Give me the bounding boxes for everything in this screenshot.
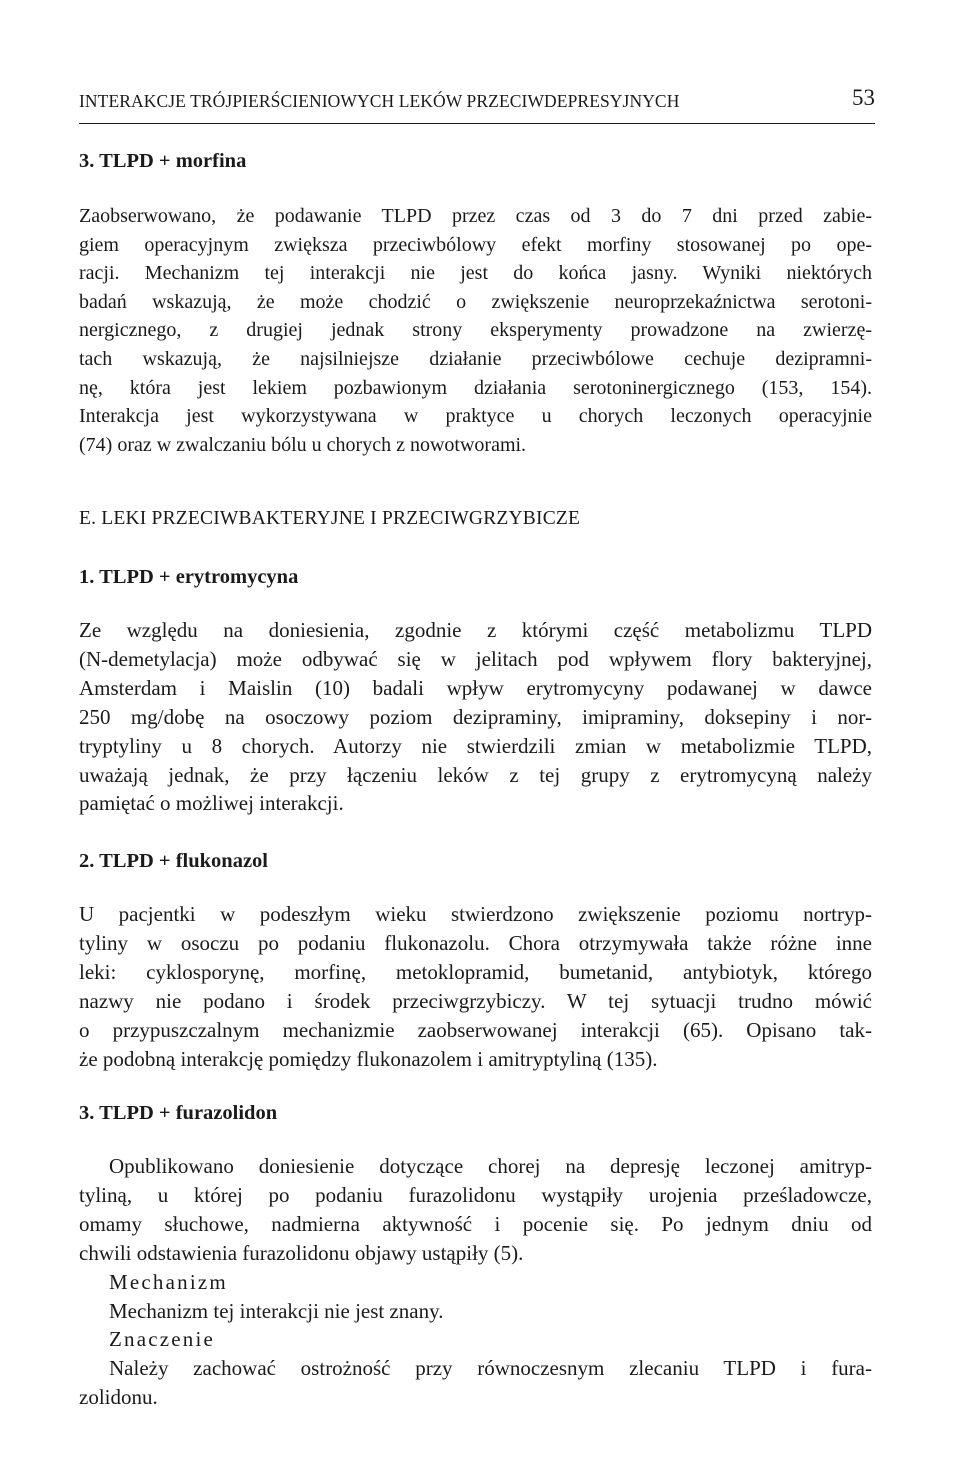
mechanism-text: Mechanizm tej interakcji nie jest znany.: [109, 1298, 444, 1323]
text-line: leki: cyklosporynę, morfinę, metoklopramid, bumetanid, antybiotyk, którego: [79, 959, 872, 984]
paragraph-morfina: [79, 202, 872, 459]
text-line: 250 mg/dobę na osoczowy poziom dezipraminy, imipraminy, doksepiny i nor-: [79, 704, 872, 729]
section-heading-flukonazol: 2. TLPD + flukonazol: [79, 850, 269, 872]
significance-label: Znaczenie: [109, 1327, 216, 1352]
text-line: giem operacyjnym zwiększa przeciwbólowy efekt morfiny stosowanej po ope-: [79, 233, 872, 256]
running-head: [79, 85, 875, 124]
section-heading-morfina: 3. TLPD + morfina: [79, 150, 247, 172]
text-line: Amsterdam i Maislin (10) badali wpływ erytromycyny podawanej w dawce: [79, 675, 872, 700]
text-line: że podobną interakcję pomiędzy flukonazolem i amitryptyliną (135).: [79, 1046, 658, 1071]
text-line: Opublikowano doniesienie dotyczące chorej na depresję leczonej amitryp-: [109, 1154, 872, 1178]
significance-text: Należy zachować ostrożność przy równoczesnym zlecaniu TLPD i fura-: [109, 1356, 872, 1381]
paragraph-erytromycyna: [79, 616, 872, 818]
text-line: tach wskazują, że najsilniejsze działanie przeciwbólowe cechuje dezipramni-: [79, 347, 872, 370]
text-line: badań wskazują, że może chodzić o zwiększenie neuroprzekaźnictwa serotoni-: [79, 290, 872, 313]
text-line: pamiętać o możliwej interakcji.: [79, 791, 344, 816]
text-line: omamy słuchowe, nadmierna aktywność i pocenie się. Po jednym dniu od: [79, 1211, 872, 1236]
text-line: uważają jednak, że przy łączeniu leków z tej grupy z erytromycyną należy: [79, 762, 872, 787]
text-line: tyliną, u której po podaniu furazolidonu wystąpiły urojenia prześladowcze,: [79, 1182, 872, 1207]
text-line: tyliny w osoczu po podaniu flukonazolu. Chora otrzymywała także różne inne: [79, 930, 872, 955]
mechanism-label: Mechanizm: [109, 1269, 228, 1294]
paragraph-furazolidon: [79, 1152, 872, 1412]
paragraph-flukonazol: [79, 900, 872, 1073]
text-line: chwili odstawienia furazolidonu objawy ustąpiły (5).: [79, 1240, 524, 1265]
text-line: nazwy nie podano i środek przeciwgrzybiczy. W tej sytuacji trudno mówić: [79, 988, 872, 1013]
text-line: Ze względu na doniesienia, zgodnie z którymi część metabolizmu TLPD: [79, 618, 872, 642]
text-line: (74) oraz w zwalczaniu bólu u chorych z nowotworami.: [79, 433, 527, 456]
text-line: Interakcja jest wykorzystywana w praktyce u chorych leczonych operacyjnie: [79, 405, 872, 428]
text-line: nę, która jest lekiem pozbawionym działania serotoninergicznego (153, 154).: [79, 376, 872, 399]
section-heading-erytromycyna: 1. TLPD + erytromycyna: [79, 566, 299, 588]
text-line: racji. Mechanizm tej interakcji nie jest do końca jasny. Wyniki niektórych: [79, 262, 872, 285]
text-line: U pacjentki w podeszłym wieku stwierdzono zwiększenie poziomu nortryp-: [79, 902, 872, 926]
text-line: tryptyliny u 8 chorych. Autorzy nie stwierdzili zmian w metabolizmie TLPD,: [79, 733, 872, 758]
text-line: Zaobserwowano, że podawanie TLPD przez czas od 3 do 7 dni przed zabie-: [79, 205, 872, 227]
text-line: (N-demetylacja) może odbywać się w jelitach pod wpływem flory bakteryjnej,: [79, 646, 872, 671]
section-heading-furazolidon: 3. TLPD + furazolidon: [79, 1102, 278, 1124]
text-line: o przypuszczalnym mechanizmie zaobserwowanej interakcji (65). Opisano tak-: [79, 1017, 872, 1042]
running-title: INTERAKCJE TRÓJPIERŚCIENIOWYCH LEKÓW PRZECIWDEPRESYJNYCH: [79, 91, 680, 111]
page-number: 53: [852, 85, 875, 110]
text-line: nergicznego, z drugiej jednak strony eksperymenty prowadzone na zwierzę-: [79, 319, 872, 342]
significance-text: zolidonu.: [79, 1385, 158, 1410]
chapter-heading-e: E. LEKI PRZECIWBAKTERYJNE I PRZECIWGRZYBICZE: [79, 508, 581, 529]
